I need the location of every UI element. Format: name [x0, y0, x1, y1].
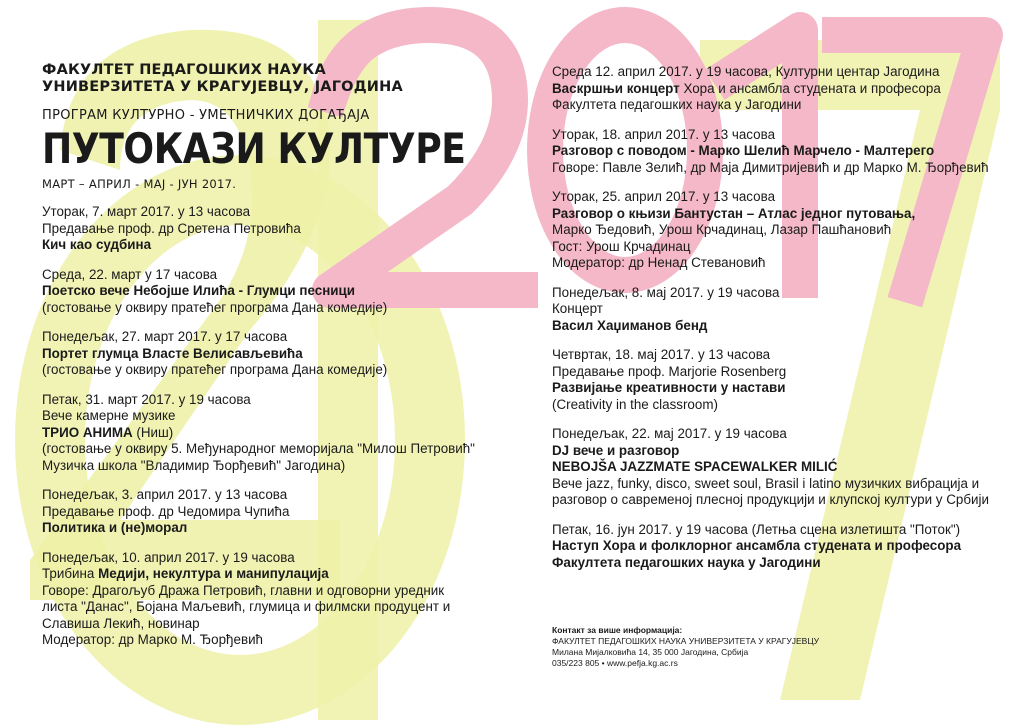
event-title: Разговор с поводом - Марко Шелић Марчело - Малтерего — [552, 143, 935, 158]
event-date: Понедељак, 3. април 2017. у 13 часова — [42, 487, 288, 502]
event-desc: Марко Ђедовић, Урош Крчадинац, Лазар Пашћановић — [552, 222, 892, 237]
event-note: (Creativity in the classroom) — [552, 396, 718, 412]
event-desc: Хора и ансамбла студената и професора — [679, 80, 941, 96]
event-date: Среда 12. април 2017. у 19 часова, Културни центар Јагодина — [552, 64, 940, 79]
event-date: Уторак, 7. март 2017. у 13 часова — [42, 204, 251, 219]
event-title: Наступ Хора и фолклорног ансамбла студената и професора — [552, 538, 962, 553]
event-type: DJ вече и разговор — [552, 442, 680, 458]
event-title: NEBOJŠA JAZZMATE SPACEWALKER MILIĆ — [552, 459, 838, 474]
event-moderator: Модератор: др Марко М. Ђорђевић — [42, 632, 263, 647]
program-subtitle: ПРОГРАМ КУЛТУРНО - УМЕТНИЧКИХ ДОГАЂАЈА — [42, 108, 370, 123]
event-desc: Предавање проф. др Чедомира Чупића — [42, 503, 290, 519]
left-column — [42, 62, 512, 649]
event-date: Петак, 31. март 2017. у 19 часова — [42, 391, 251, 407]
event-desc: Предавање проф. др Сретена Петровића — [42, 220, 301, 236]
event-note: Музичка школа "Владимир Ђорђевић" Јагодина) — [42, 457, 346, 473]
contact-title: Контакт за више информација: — [552, 625, 683, 635]
event-desc: Факултета педагошких наука у Јагодини — [552, 97, 802, 112]
event-desc: Концерт — [552, 301, 603, 316]
event-date: Понедељак, 10. април 2017. у 19 часова — [42, 549, 295, 565]
event-title: ТРИО АНИМА — [42, 424, 133, 440]
event-item — [552, 285, 992, 335]
event-date: Четвртак, 18. мај 2017. у 13 часова — [552, 347, 771, 362]
event-title-cont: Факултета педагошких наука у Јагодини — [552, 554, 821, 570]
event-desc: Предавање проф. Marjorie Rosenberg — [552, 363, 787, 379]
event-item — [552, 189, 992, 272]
months-range: МАРТ – АПРИЛ - МАЈ - ЈУН 2017. — [42, 177, 237, 191]
event-desc: Говоре: Драгољуб Дража Петровић, главни и одговорни уредник — [42, 582, 445, 598]
event-title-line — [42, 425, 512, 442]
event-desc: Вече jazz, funky, disco, sweet soul, Brasil i latino музичких вибрација и разговор о савременој плесној продукцији и клупској култури у Србији — [552, 475, 989, 507]
event-item — [552, 64, 992, 114]
event-item — [42, 267, 512, 317]
event-date: Петак, 16. јун 2017. у 19 часова (Летња сцена излетишта "Поток") — [552, 521, 961, 537]
event-item — [552, 426, 992, 509]
event-item — [552, 347, 992, 413]
faculty-line-1: ФАКУЛТЕТ ПЕДАГОШКИХ НАУКА — [42, 62, 326, 78]
event-date: Уторак, 25. април 2017. у 13 часова — [552, 189, 776, 204]
event-item — [552, 127, 992, 177]
page-title: ПУТОКАЗИ КУЛТУРЕ — [42, 124, 466, 173]
event-title: Развијање креативности у настави — [552, 380, 786, 395]
event-title-line — [552, 81, 992, 98]
event-item — [42, 329, 512, 379]
faculty-name — [42, 62, 512, 96]
event-title: Поетско вече Небојше Илића - Глумци песници — [42, 283, 355, 298]
event-location: (Ниш) — [132, 424, 174, 440]
event-title: Медији, некултура и манипулација — [98, 566, 329, 581]
event-title: Портет глумца Власте Велисављевића — [42, 345, 303, 361]
event-moderator: Модератор: др Ненад Стевановић — [552, 255, 766, 270]
event-title: Васкршњи концерт — [552, 80, 680, 96]
event-note: (гостовање у оквиру 5. Међународног меморијала "Милош Петровић" — [42, 441, 475, 456]
event-item — [42, 204, 512, 254]
contact-faculty: ФАКУЛТЕТ ПЕДАГОШКИХ НАУКА УНИВЕРЗИТЕТА У КРАГУЈЕВЦУ — [552, 636, 820, 646]
event-note: (гостовање у оквиру пратећег програма Дана комедије) — [42, 362, 388, 377]
faculty-line-2: УНИВЕРЗИТЕТА У КРАГУЈЕВЦУ, ЈАГОДИНА — [42, 79, 403, 95]
event-title-line — [42, 566, 512, 583]
event-date: Среда, 22. март у 17 часова — [42, 266, 218, 282]
event-date: Понедељак, 22. мај 2017. у 19 часова — [552, 426, 787, 441]
right-column — [552, 64, 992, 571]
event-note: (гостовање у оквиру пратећег програма Дана комедије) — [42, 299, 388, 315]
event-title: Васил Хаџиманов бенд — [552, 317, 708, 333]
contact-phone-web: 035/223 805 • www.pefja.kg.ac.rs — [552, 658, 678, 668]
event-date: Понедељак, 27. март 2017. у 17 часова — [42, 329, 288, 344]
event-type: Трибина — [42, 566, 99, 581]
event-item — [552, 522, 992, 572]
event-date: Понедељак, 8. мај 2017. у 19 часова — [552, 284, 780, 300]
event-item — [42, 550, 512, 649]
event-desc: Вече камерне музике — [42, 408, 176, 423]
event-item — [42, 392, 512, 475]
event-desc: Говоре: Павле Зелић, др Маја Димитријевић и др Марко М. Ђорђевић — [552, 159, 989, 175]
event-date: Уторак, 18. април 2017. у 13 часова — [552, 126, 776, 142]
contact-info — [552, 625, 852, 669]
event-title: Кич као судбина — [42, 237, 152, 252]
event-guest: Гост: Урош Крчадинац — [552, 238, 691, 254]
event-title: Разговор о књизи Бантустан – Атлас једног путовања, — [552, 205, 916, 221]
contact-address: Милана Мијалковића 14, 35 000 Јагодина, Србија — [552, 647, 749, 657]
event-desc: листа "Данас", Бојана Маљевић, глумица и филмски продуцент и — [42, 599, 451, 614]
event-title: Политика и (не)морал — [42, 520, 188, 535]
event-desc: Славиша Лекић, новинар — [42, 615, 200, 631]
event-item — [42, 487, 512, 537]
